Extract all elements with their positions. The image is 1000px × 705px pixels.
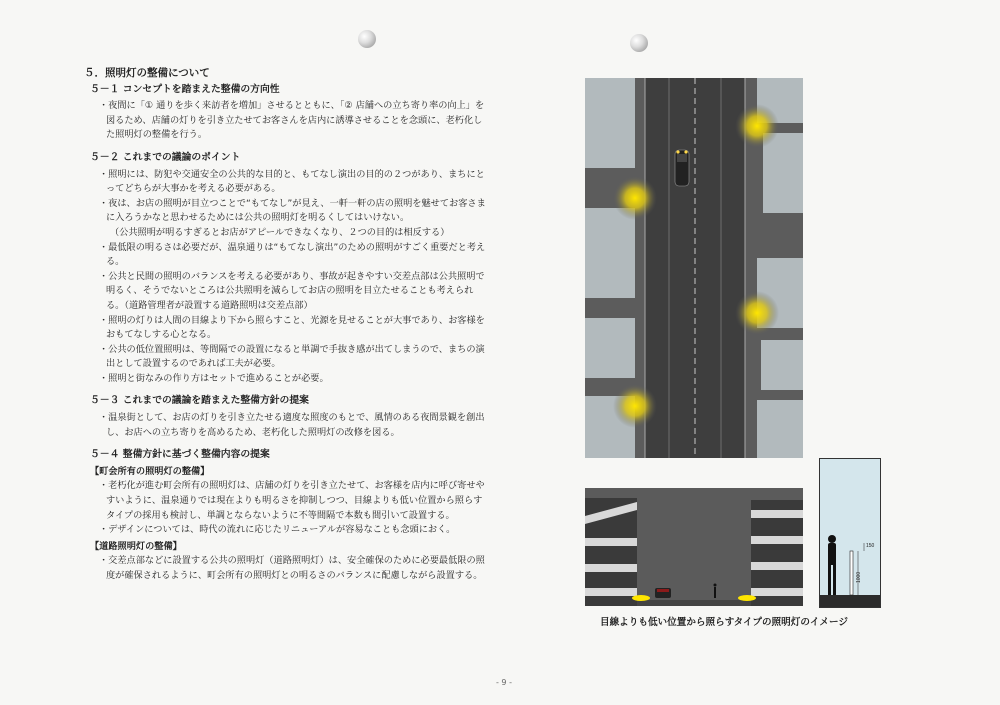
subheading-town-lights: 【町会所有の照明灯の整備】 [90,465,210,477]
note-5-2: （公共照明が明るすぎるとお店がアピールできなくなり、２つの目的は相反する） [110,226,450,238]
bullet-5-1-1: ・夜間に「① 通りを歩く来訪者を増加」させるとともに、「② 店舗への立ち寄り率の向上」を図るため、店舗の灯りを引き立たせてお客さんを店内に誘導させることを念頭に、老朽化した照明灯の整備を行う。 [99,100,485,141]
bullet-5-4-2: ・デザインについては、時代の流れに応じたリニューアルが容易なことも念頭におく。 [99,524,456,536]
street-section-image [585,488,803,606]
heading-5-3: ５－３ これまでの議論を踏まえた整備方針の提案 [90,395,309,407]
bullet-5-2-6: ・公共の低位置照明は、等間隔での設置になると単調で手抜き感が出てしまうので、まちの演出として設置するのであれば工夫が必要。 [99,343,485,370]
bullet-5-2-5: ・照明の灯りは人間の目線より下から照らすこと、光源を見せることが大事であり、お客様をおもてなしする心となる。 [99,314,485,341]
text-column [84,66,489,584]
section-title: ５．照明灯の整備について [84,67,210,79]
street-plan-image [585,78,803,458]
punch-hole-left [358,30,376,48]
bullet-5-4-1: ・老朽化が進む町会所有の照明灯は、店舗の灯りを引き立たせて、お客様を店内に呼び寄せやすいように、温泉通りでは現在よりも明るさを抑制しつつ、目線よりも低い位置から照らすタイプの採用も検討し、単調とならないように不等間隔で本数も間引いて設置する。 [99,480,485,521]
heading-5-4: ５－４ 整備方針に基づく整備内容の提案 [90,449,270,461]
bullet-5-2-4: ・公共と民間の照明のバランスを考える必要があり、事故が起きやすい交差点部は公共照明で明るく、そうでないところは公共照明を減らしてお店の照明を目立たせることも考えられる。（道路管理者が設置する道路照明は交差点部） [99,270,485,311]
bullet-5-3-1: ・温泉街として、お店の灯りを引き立たせる適度な照度のもとで、風情のある夜間景観を創出し、お店への立ち寄りを高めるため、老朽化した照明灯の改修を図る。 [99,412,485,438]
bullet-5-2-1: ・照明には、防犯や交通安全の公共的な目的と、もてなし演出の目的の２つがあり、まちにとってどちらが大事かを考える必要がある。 [99,168,485,195]
subheading-road-lights: 【道路照明灯の整備】 [90,540,182,552]
bullet-5-2-3: ・最低限の明るさは必要だが、温泉通りは“もてなし演出”のための照明がすごく重要だと考える。 [99,241,486,268]
heading-5-2: ５－２ これまでの議論のポイント [90,151,241,163]
dimension-lower: 1000 [856,571,862,583]
bullet-5-2-2: ・夜は、お店の照明が目立つことで“もてなし”が見え、一軒一軒の店の照明を魅せてお客さまに入ろうかなと思わせるためには公共の照明灯を明るくしてはいけない。 [99,197,486,224]
page-number: - 9 - [496,678,512,687]
punch-hole-right [630,34,648,52]
lamp-height-diagram [819,458,881,608]
heading-5-1: ５－１ コンセプトを踏まえた整備の方向性 [90,83,280,95]
bullet-5-4-3: ・交差点部などに設置する公共の照明灯（道路照明灯）は、安全確保のために必要最低限の照度が確保されるように、町会所有の照明灯との明るさのバランスに配慮しながら設置する。 [99,555,485,581]
dimension-upper: 150 [866,543,875,549]
bullet-5-2-7: ・照明と街なみの作り方はセットで進めることが必要。 [99,372,329,384]
figure-caption: 目線よりも低い位置から照らすタイプの照明灯のイメージ [600,617,848,628]
